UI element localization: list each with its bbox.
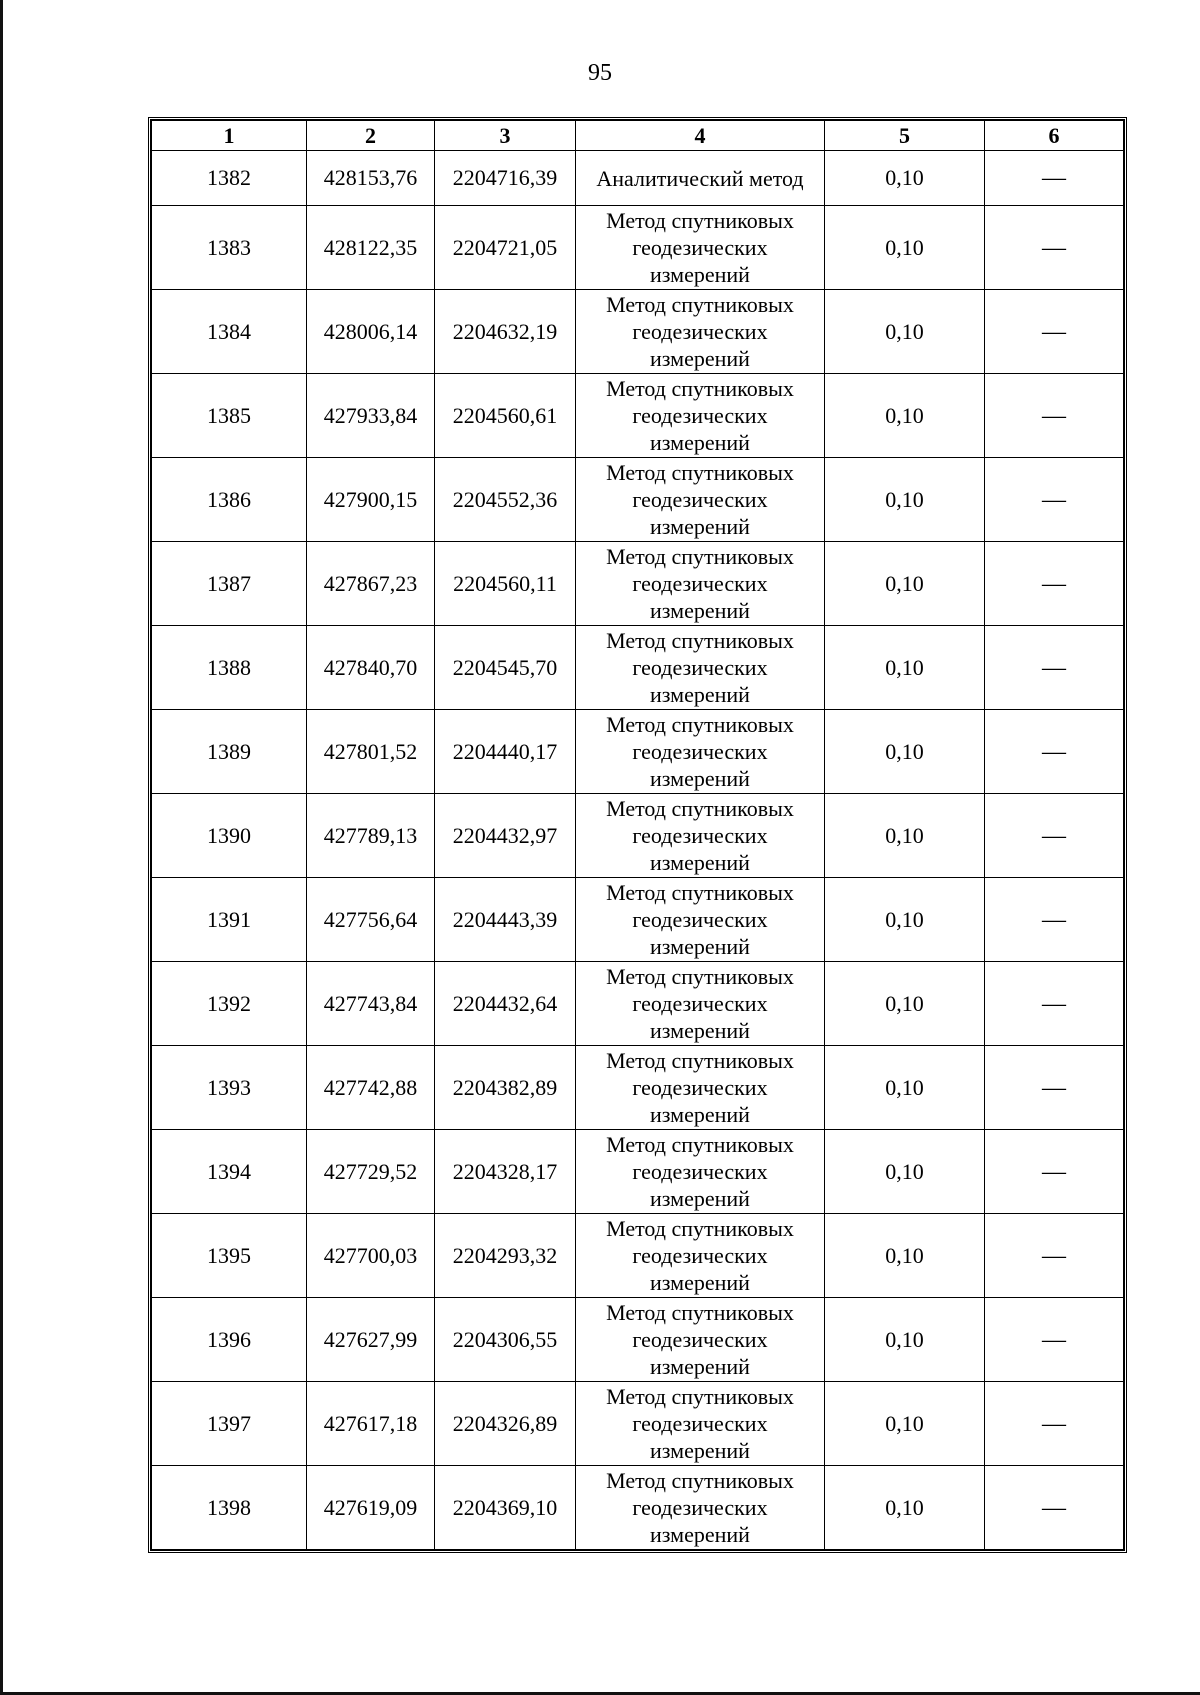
y-coordinate-cell: 2204306,55 <box>435 1298 576 1382</box>
table-body <box>152 151 1124 1550</box>
table-row <box>152 290 1124 374</box>
x-coordinate-cell: 427933,84 <box>307 374 435 458</box>
table-row <box>152 794 1124 878</box>
point-number-cell: 1388 <box>152 626 307 710</box>
table-row <box>152 1214 1124 1298</box>
point-number-cell: 1385 <box>152 374 307 458</box>
note-cell: — <box>985 710 1124 794</box>
y-coordinate-cell: 2204716,39 <box>435 151 576 206</box>
note-cell: — <box>985 1130 1124 1214</box>
accuracy-cell: 0,10 <box>825 206 985 290</box>
method-cell: Метод спутниковых геодезических измерений <box>576 962 825 1046</box>
y-coordinate-cell: 2204382,89 <box>435 1046 576 1130</box>
table-row <box>152 962 1124 1046</box>
note-cell: — <box>985 1046 1124 1130</box>
table-row <box>152 1298 1124 1382</box>
y-coordinate-cell: 2204432,97 <box>435 794 576 878</box>
method-cell: Метод спутниковых геодезических измерений <box>576 206 825 290</box>
point-number-cell: 1392 <box>152 962 307 1046</box>
x-coordinate-cell: 428006,14 <box>307 290 435 374</box>
y-coordinate-cell: 2204432,64 <box>435 962 576 1046</box>
accuracy-cell: 0,10 <box>825 794 985 878</box>
accuracy-cell: 0,10 <box>825 710 985 794</box>
table-row <box>152 458 1124 542</box>
table-header <box>152 121 1124 151</box>
point-number-cell: 1397 <box>152 1382 307 1466</box>
coordinates-table <box>151 120 1124 1550</box>
accuracy-cell: 0,10 <box>825 151 985 206</box>
method-cell: Метод спутниковых геодезических измерений <box>576 878 825 962</box>
header-cell-2: 2 <box>307 121 435 151</box>
note-cell: — <box>985 206 1124 290</box>
coordinates-table-frame <box>148 117 1127 1553</box>
note-cell: — <box>985 151 1124 206</box>
table-row <box>152 374 1124 458</box>
point-number-cell: 1394 <box>152 1130 307 1214</box>
method-cell: Метод спутниковых геодезических измерений <box>576 1298 825 1382</box>
accuracy-cell: 0,10 <box>825 1298 985 1382</box>
accuracy-cell: 0,10 <box>825 1466 985 1550</box>
accuracy-cell: 0,10 <box>825 1130 985 1214</box>
table-row <box>152 542 1124 626</box>
method-cell: Метод спутниковых геодезических измерений <box>576 626 825 710</box>
y-coordinate-cell: 2204328,17 <box>435 1130 576 1214</box>
point-number-cell: 1383 <box>152 206 307 290</box>
accuracy-cell: 0,10 <box>825 458 985 542</box>
scan-left-edge <box>0 0 3 1695</box>
x-coordinate-cell: 428153,76 <box>307 151 435 206</box>
note-cell: — <box>985 542 1124 626</box>
header-cell-5: 5 <box>825 121 985 151</box>
x-coordinate-cell: 427801,52 <box>307 710 435 794</box>
point-number-cell: 1393 <box>152 1046 307 1130</box>
note-cell: — <box>985 794 1124 878</box>
table-row <box>152 1466 1124 1550</box>
note-cell: — <box>985 1466 1124 1550</box>
method-cell: Метод спутниковых геодезических измерений <box>576 458 825 542</box>
x-coordinate-cell: 427900,15 <box>307 458 435 542</box>
y-coordinate-cell: 2204440,17 <box>435 710 576 794</box>
point-number-cell: 1390 <box>152 794 307 878</box>
x-coordinate-cell: 427789,13 <box>307 794 435 878</box>
method-cell: Метод спутниковых геодезических измерений <box>576 1214 825 1298</box>
point-number-cell: 1395 <box>152 1214 307 1298</box>
y-coordinate-cell: 2204443,39 <box>435 878 576 962</box>
point-number-cell: 1396 <box>152 1298 307 1382</box>
method-cell: Аналитический метод <box>576 151 825 206</box>
table-row <box>152 151 1124 206</box>
point-number-cell: 1389 <box>152 710 307 794</box>
table-row <box>152 878 1124 962</box>
accuracy-cell: 0,10 <box>825 1046 985 1130</box>
method-cell: Метод спутниковых геодезических измерений <box>576 1466 825 1550</box>
note-cell: — <box>985 458 1124 542</box>
y-coordinate-cell: 2204560,61 <box>435 374 576 458</box>
note-cell: — <box>985 626 1124 710</box>
table-row <box>152 206 1124 290</box>
note-cell: — <box>985 878 1124 962</box>
table-row <box>152 1130 1124 1214</box>
table-row <box>152 1046 1124 1130</box>
accuracy-cell: 0,10 <box>825 374 985 458</box>
header-cell-1: 1 <box>152 121 307 151</box>
note-cell: — <box>985 290 1124 374</box>
y-coordinate-cell: 2204560,11 <box>435 542 576 626</box>
x-coordinate-cell: 427742,88 <box>307 1046 435 1130</box>
accuracy-cell: 0,10 <box>825 878 985 962</box>
accuracy-cell: 0,10 <box>825 1382 985 1466</box>
table-row <box>152 1382 1124 1466</box>
point-number-cell: 1398 <box>152 1466 307 1550</box>
x-coordinate-cell: 427743,84 <box>307 962 435 1046</box>
y-coordinate-cell: 2204326,89 <box>435 1382 576 1466</box>
x-coordinate-cell: 428122,35 <box>307 206 435 290</box>
page-number: 95 <box>588 60 612 86</box>
method-cell: Метод спутниковых геодезических измерений <box>576 710 825 794</box>
x-coordinate-cell: 427619,09 <box>307 1466 435 1550</box>
accuracy-cell: 0,10 <box>825 290 985 374</box>
note-cell: — <box>985 1382 1124 1466</box>
note-cell: — <box>985 374 1124 458</box>
point-number-cell: 1387 <box>152 542 307 626</box>
header-cell-3: 3 <box>435 121 576 151</box>
y-coordinate-cell: 2204632,19 <box>435 290 576 374</box>
method-cell: Метод спутниковых геодезических измерений <box>576 1046 825 1130</box>
accuracy-cell: 0,10 <box>825 962 985 1046</box>
method-cell: Метод спутниковых геодезических измерений <box>576 1130 825 1214</box>
accuracy-cell: 0,10 <box>825 1214 985 1298</box>
method-cell: Метод спутниковых геодезических измерений <box>576 542 825 626</box>
method-cell: Метод спутниковых геодезических измерений <box>576 290 825 374</box>
x-coordinate-cell: 427867,23 <box>307 542 435 626</box>
x-coordinate-cell: 427729,52 <box>307 1130 435 1214</box>
point-number-cell: 1384 <box>152 290 307 374</box>
accuracy-cell: 0,10 <box>825 626 985 710</box>
point-number-cell: 1382 <box>152 151 307 206</box>
x-coordinate-cell: 427617,18 <box>307 1382 435 1466</box>
note-cell: — <box>985 1214 1124 1298</box>
table-row <box>152 626 1124 710</box>
point-number-cell: 1386 <box>152 458 307 542</box>
x-coordinate-cell: 427756,64 <box>307 878 435 962</box>
table-row <box>152 710 1124 794</box>
note-cell: — <box>985 1298 1124 1382</box>
note-cell: — <box>985 962 1124 1046</box>
method-cell: Метод спутниковых геодезических измерений <box>576 374 825 458</box>
method-cell: Метод спутниковых геодезических измерений <box>576 794 825 878</box>
y-coordinate-cell: 2204552,36 <box>435 458 576 542</box>
y-coordinate-cell: 2204293,32 <box>435 1214 576 1298</box>
y-coordinate-cell: 2204369,10 <box>435 1466 576 1550</box>
header-cell-4: 4 <box>576 121 825 151</box>
x-coordinate-cell: 427700,03 <box>307 1214 435 1298</box>
accuracy-cell: 0,10 <box>825 542 985 626</box>
method-cell: Метод спутниковых геодезических измерений <box>576 1382 825 1466</box>
point-number-cell: 1391 <box>152 878 307 962</box>
y-coordinate-cell: 2204545,70 <box>435 626 576 710</box>
y-coordinate-cell: 2204721,05 <box>435 206 576 290</box>
header-cell-6: 6 <box>985 121 1124 151</box>
x-coordinate-cell: 427840,70 <box>307 626 435 710</box>
header-row <box>152 121 1124 151</box>
x-coordinate-cell: 427627,99 <box>307 1298 435 1382</box>
